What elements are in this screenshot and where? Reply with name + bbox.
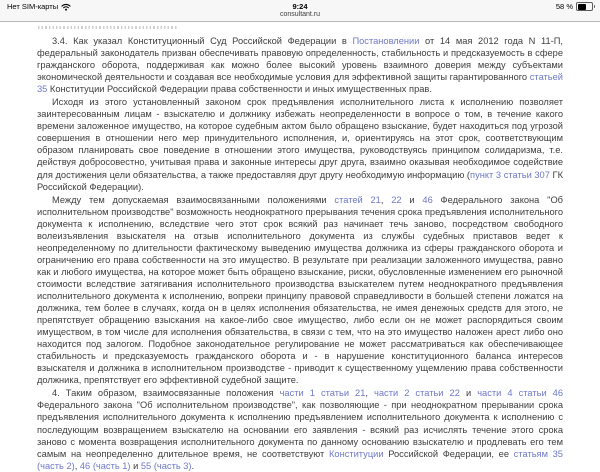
document-link[interactable]: 46 (часть 1) — [79, 460, 131, 471]
document-link[interactable]: части 4 статьи 46 — [477, 388, 564, 399]
document-text: и — [401, 194, 423, 205]
document-link[interactable]: статьям 35 (часть 2) — [37, 448, 563, 471]
carrier-label: Нет SIM-карты — [7, 2, 59, 11]
document-link[interactable]: 55 (часть 3) — [140, 460, 192, 471]
paragraph — [37, 194, 563, 387]
document-text: , — [74, 460, 80, 471]
document-link[interactable]: статьей 35 — [37, 72, 563, 95]
paragraph — [37, 387, 563, 471]
battery-percent-label: 58 % — [555, 2, 573, 11]
document-text: и — [130, 460, 141, 471]
document-link[interactable]: части 1 статьи 21 — [279, 388, 366, 399]
document-link[interactable]: статей 21 — [334, 194, 381, 205]
document-text: ГК Российской Федерации). — [37, 169, 563, 192]
document-text: от 14 мая 2012 года N 11-П, федеральный законодатель призван обеспечивать правовую определенность, стабильность и предсказуемость в сфере гражданского оборота, поддерживая как можно более высокий уровень взаимного доверия между субъектами экономической деятельности и создавая все необходимые условия для эффективной защиты гарантированного — [37, 36, 563, 83]
document-text: Конституции Российской Федерации права собственности и иных имущественных прав. — [47, 84, 432, 95]
document-link[interactable]: части 2 статьи 22 — [374, 388, 460, 399]
document-text: Российской Федерации, ее — [383, 448, 514, 459]
url-bar[interactable]: consultant.ru — [279, 11, 321, 18]
document-text: , — [365, 388, 375, 399]
battery-icon — [576, 2, 593, 11]
document-link[interactable]: 22 — [391, 194, 402, 205]
document-link[interactable]: Постановлении — [352, 36, 420, 46]
document-text: Федерального закона "Об исполнительном производстве", как позволяющие - при неоднократном прерывании срока предъявления исполнительного документа к исполнению предъявлением исполнительного документа к исполнению с последующим возвращением взыскателю на основании его заявления - всякий раз исчислять течение этого срока заново с момента возвращения исполнительного документа по данному основанию взыскателю и продлевать его тем самым на неопределенно длительное время, не соответствуют — [37, 400, 563, 459]
paragraph — [37, 35, 563, 95]
document-text: . — [191, 460, 195, 471]
document-text: 4. Таким образом, взаимосвязанные положения — [52, 388, 280, 399]
document-link[interactable]: 46 — [422, 194, 433, 205]
battery-fill — [578, 4, 587, 10]
document-text: и — [459, 388, 478, 399]
document-text: Федерального закона "Об исполнительном производстве" возможность неоднократного прерывания течения срока предъявления исполнительного документа к исполнению, вследствие чего этот срок всякий раз начинает течь заново, посредством свободного волеизъявления взыскателя на отзыв исполнительного документа из службы судебных приставов ведет к неопределенному по длительности фактическому выведению имущества должника из сферы гражданского оборота и ограничению его права собственности на это имущество. В результате при реализации заложенного имущества, равно как и любого имущества, на которое может быть обращено взыскание, риски, обусловленные изменением его рыночной стоимости вследствие затягивания исполнительного производства взыскателем путем неоднократного предъявления исполнительного документа к исполнению, вопреки принципу правовой справедливости в большей степени ложатся на должника, тем более в случаях, когда он в целях исполнения обязательства, не имея денежных средств для этого, не препятствует обращению взыскания на какое-либо свое имущество, либо если он не может распорядиться своим имуществом, в том числе для исполнения обязательства, в связи с тем, что на это имущество наложен арест либо оно находится под залогом. Подобное законодательное регулирование не может рассматриваться как обеспечивающее стабильность и предсказуемость гражданского оборота и - в нарушение конституционного баланса интересов взыскателя и должника в исполнительном производстве - приводит к существенному ущемлению права собственности должника, препятствует его эффективной судебной защите. — [37, 194, 564, 386]
document-link[interactable]: пункт 3 статьи 307 — [470, 169, 550, 180]
document-text: Исходя из этого установленный законом срок предъявления исполнительного листа к исполнению позволяет заинтересованным лицам - взыскателю и должнику избежать неопределенности в вопросе о том, в течение какого времени заложенное имущество, на которое судебным актом было обращено взыскание, будет находиться под угрозой совершения в отношении него мер принудительного исполнения, и, ориентируясь на этот срок, соответствующим образом планировать свое поведение в отношении этого имущества, руководствуясь принципом солидаризма, т.е. действуя добросовестно, учитывая права и законные интересы друг друга, взаимно оказывая необходимое содействие для достижения цели обязательства, а также предоставляя друг другу необходимую информацию ( — [37, 97, 563, 180]
document-text: , — [380, 194, 392, 205]
status-bar — [0, 0, 600, 22]
document-link[interactable]: Конституции — [328, 448, 384, 459]
document-text: Между тем допускаемая взаимосвязанными положениями — [52, 194, 335, 205]
clipped-text-line — [38, 26, 178, 29]
clock: 9:24 — [292, 2, 308, 11]
document-page — [0, 22, 600, 472]
paragraph — [37, 96, 563, 192]
document-text: 3.4. Как указал Конституционный Суд Российской Федерации в — [52, 36, 353, 46]
